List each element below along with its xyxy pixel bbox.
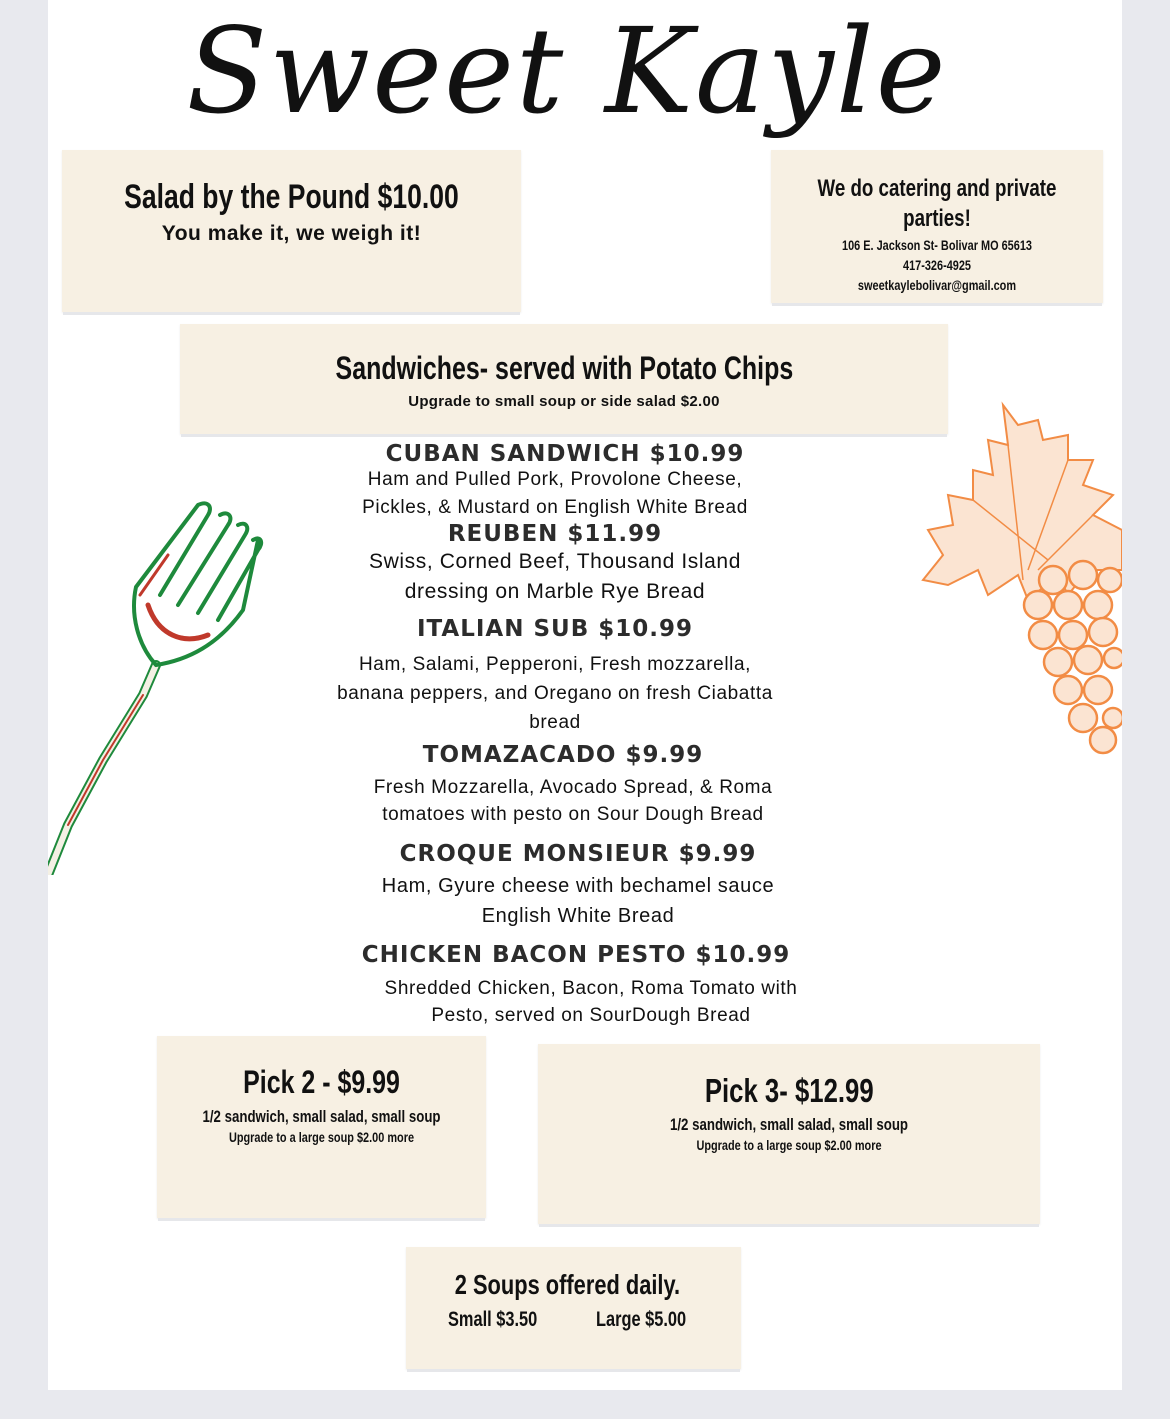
salad-card [62, 150, 521, 312]
item-croque-name: CROQUE MONSIEUR $9.99 [399, 841, 757, 867]
item-italian-desc3: bread [529, 712, 581, 733]
pick3-heading: Pick 3- $12.99 [704, 1072, 874, 1109]
item-cuban-desc2: Pickles, & Mustard on English White Bread [362, 497, 748, 518]
item-reuben-name: REUBEN $11.99 [447, 521, 663, 547]
sandwiches-header-card [180, 324, 948, 434]
catering-card [771, 150, 1103, 303]
catering-heading-line2: parties! [903, 205, 971, 232]
soups-heading: 2 Soups offered daily. [454, 1269, 681, 1300]
catering-phone: 417-326-4925 [902, 257, 972, 273]
item-cuban-desc1: Ham and Pulled Pork, Provolone Cheese, [367, 469, 743, 490]
item-tomazacado-name: TOMAZACADO $9.99 [422, 742, 704, 768]
sandwiches-heading: Sandwiches- served with Potato Chips [335, 350, 793, 386]
salad-subheading: You make it, we weigh it! [161, 222, 422, 245]
pick3-line2: Upgrade to a large soup $2.00 more [696, 1137, 882, 1153]
soups-card [406, 1247, 741, 1369]
restaurant-title: Sweet Kayle [186, 2, 948, 140]
pick2-line1: 1/2 sandwich, small salad, small soup [202, 1107, 441, 1126]
item-tomazacado-desc2: tomatoes with pesto on Sour Dough Bread [382, 804, 764, 825]
salad-heading: Salad by the Pound $10.00 [124, 178, 459, 216]
item-italian-desc1: Ham, Salami, Pepperoni, Fresh mozzarella, [358, 654, 752, 675]
sandwiches-note: Upgrade to small soup or side salad $2.00 [408, 393, 720, 410]
fork-illustration [48, 495, 268, 875]
item-reuben-desc1: Swiss, Corned Beef, Thousand Island [369, 550, 741, 573]
pick2-line2: Upgrade to a large soup $2.00 more [228, 1129, 415, 1145]
catering-heading-line1: We do catering and private [817, 175, 1057, 202]
item-italian-name: ITALIAN SUB $10.99 [416, 616, 694, 642]
item-reuben-desc2: dressing on Marble Rye Bread [404, 580, 706, 603]
pick3-card [538, 1044, 1040, 1224]
item-tomazacado-desc1: Fresh Mozzarella, Avocado Spread, & Roma [373, 777, 773, 798]
item-chicken-name: CHICKEN BACON PESTO $10.99 [361, 942, 791, 968]
item-croque-desc2: English White Bread [481, 905, 675, 927]
item-italian-desc2: banana peppers, and Oregano on fresh Ciabatta [337, 683, 773, 704]
catering-email[interactable]: sweetkaylebolivar@gmail.com [857, 277, 1017, 293]
item-chicken-desc2: Pesto, served on SourDough Bread [431, 1005, 751, 1026]
item-cuban-name: CUBAN SANDWICH $10.99 [385, 441, 745, 467]
item-croque-desc1: Ham, Gyure cheese with bechamel sauce [381, 875, 775, 897]
soups-small-price: Small $3.50 [448, 1308, 538, 1331]
soups-large-price: Large $5.00 [596, 1308, 687, 1331]
item-chicken-desc1: Shredded Chicken, Bacon, Roma Tomato with [384, 978, 798, 999]
pick2-card [157, 1036, 486, 1218]
pick2-heading: Pick 2 - $9.99 [243, 1064, 400, 1100]
grapes-illustration [918, 400, 1122, 760]
catering-address: 106 E. Jackson St- Bolivar MO 65613 [841, 237, 1032, 253]
pick3-line1: 1/2 sandwich, small salad, small soup [669, 1115, 909, 1134]
